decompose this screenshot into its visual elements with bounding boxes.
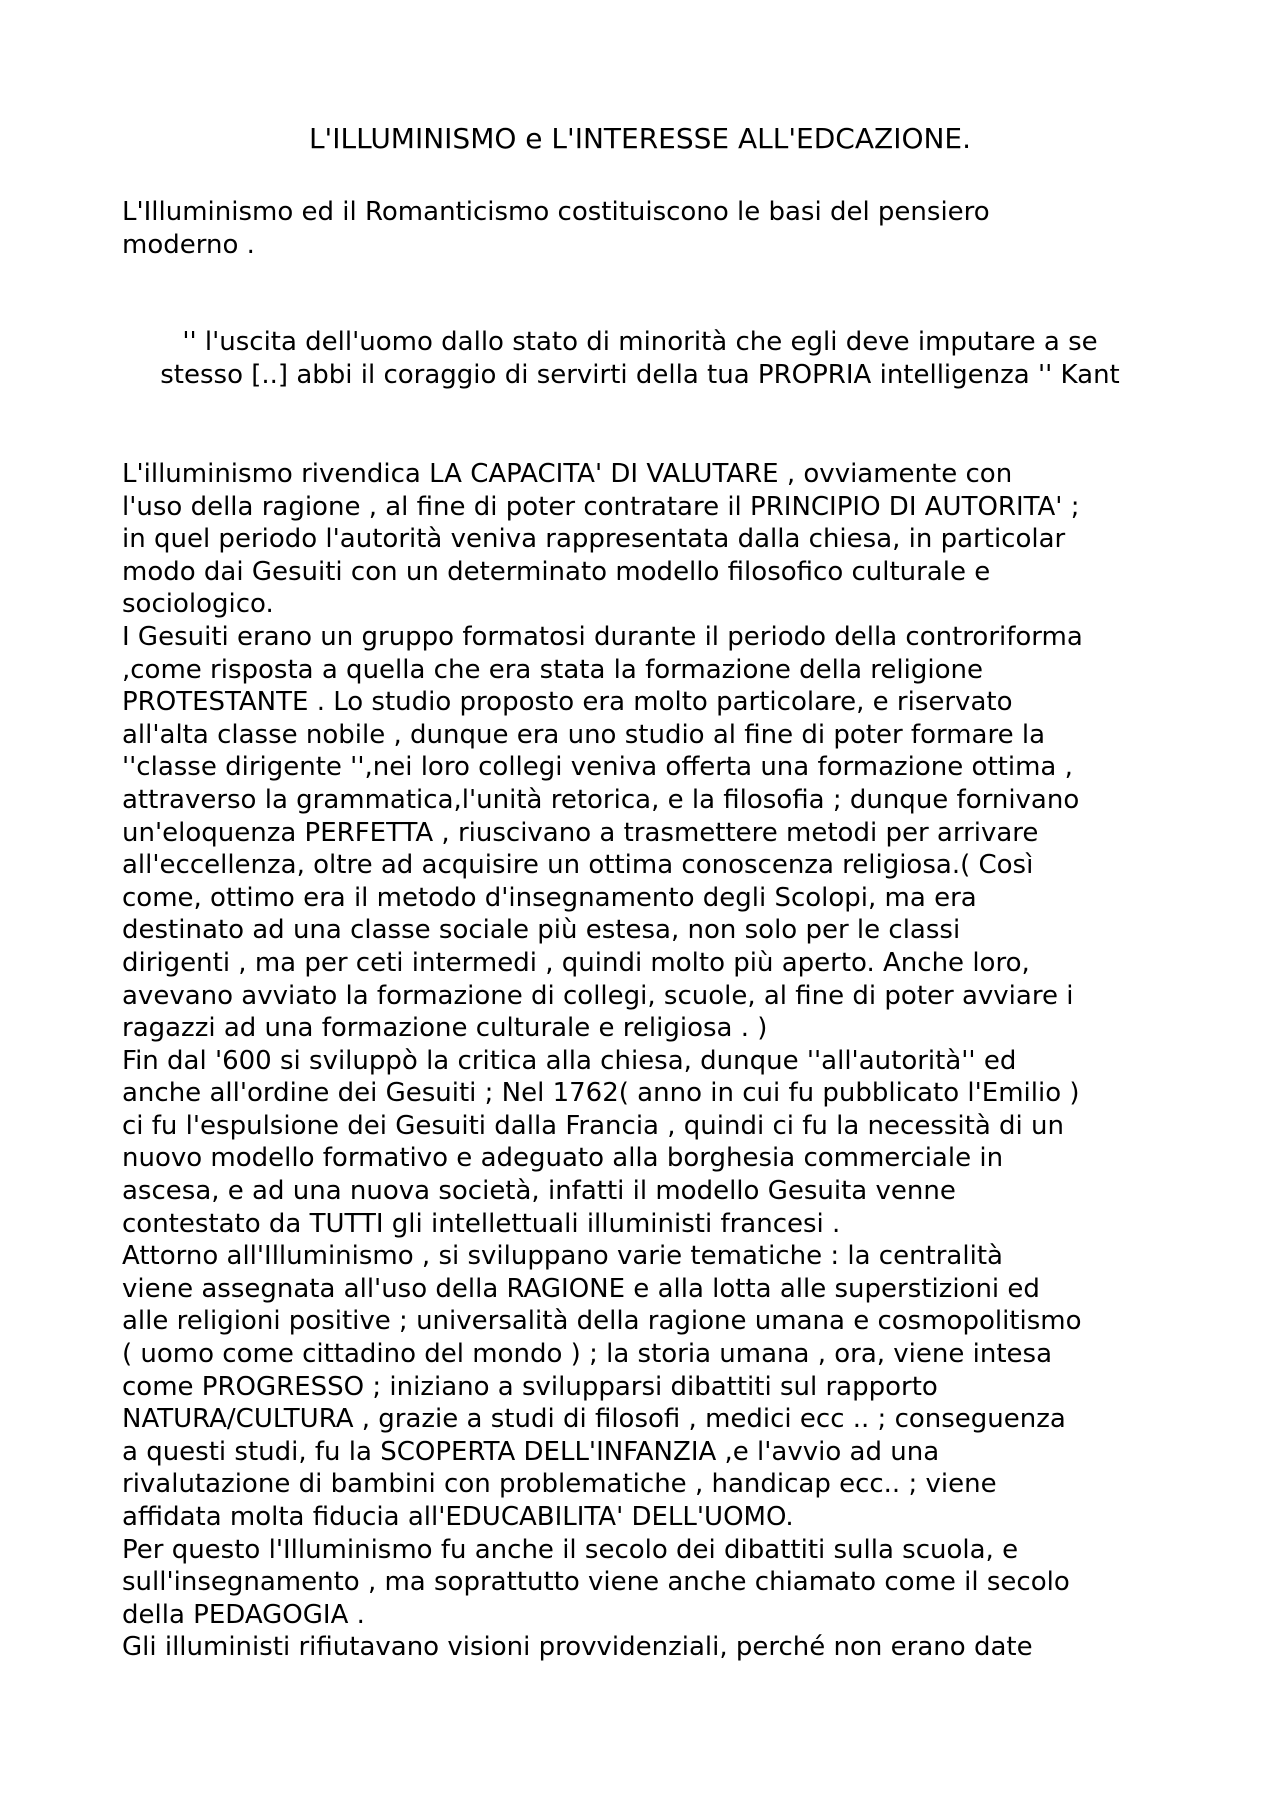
body-line: attraverso la grammatica,l'unità retorica, e la filosofia ; dunque fornivano	[122, 784, 1080, 815]
body-line: avevano avviato la formazione di collegi, scuole, al fine di poter avviare i	[122, 980, 1074, 1011]
body-line: L'illuminismo rivendica LA CAPACITA' DI VALUTARE , ovviamente con	[122, 459, 1013, 489]
body-line: ci fu l'espulsione dei Gesuiti dalla Francia , quindi ci fu la necessità di un	[122, 1110, 1064, 1141]
body-line: in quel periodo l'autorità veniva rappresentata dalla chiesa, in particolar	[122, 524, 1066, 555]
body-line: rivalutazione di bambini con problematiche , handicap ecc.. ; viene	[122, 1469, 997, 1500]
body-line: della PEDAGOGIA .	[122, 1599, 365, 1630]
body-line: a questi studi, fu la SCOPERTA DELL'INFANZIA ,e l'avvio ad una	[122, 1436, 940, 1467]
intro-paragraph	[122, 196, 1122, 262]
body-line: PROTESTANTE . Lo studio proposto era molto particolare, e riservato	[122, 687, 1013, 718]
body-line: ascesa, e ad una nuova società, infatti il modello Gesuita venne	[122, 1176, 956, 1207]
body-line: dirigenti , ma per ceti intermedi , quindi molto più aperto. Anche loro,	[122, 947, 1030, 978]
body-line: sull'insegnamento , ma soprattutto viene anche chiamato come il secolo	[122, 1567, 1070, 1598]
body-line: ''classe dirigente '',nei loro collegi veniva offerta una formazione ottima ,	[122, 752, 1073, 783]
body-line: anche all'ordine dei Gesuiti ; Nel 1762( anno in cui fu pubblicato l'Emilio )	[122, 1078, 1080, 1109]
body-line: NATURA/CULTURA , grazie a studi di filosofi , medici ecc .. ; conseguenza	[122, 1404, 1066, 1435]
body-line: come, ottimo era il metodo d'insegnamento degli Scolopi, ma era	[122, 882, 977, 913]
body-line: contestato da TUTTI gli intellettuali illuministi francesi .	[122, 1208, 841, 1239]
body-line: ( uomo come cittadino del mondo ) ; la storia umana , ora, viene intesa	[122, 1339, 1053, 1370]
body-line: nuovo modello formativo e adeguato alla borghesia commerciale in	[122, 1143, 1004, 1174]
body-line: Gli illuministi rifiutavano visioni provvidenziali, perché non erano date	[122, 1632, 1033, 1663]
body-line: destinato ad una classe sociale più estesa, non solo per le classi	[122, 915, 961, 946]
body-line: Fin dal '600 si sviluppò la critica alla chiesa, dunque ''all'autorità'' ed	[122, 1045, 1017, 1076]
body-line: ragazzi ad una formazione culturale e religiosa . )	[122, 1013, 768, 1044]
body-line: I Gesuiti erano un gruppo formatosi durante il periodo della controriforma	[122, 621, 1083, 652]
body-line: un'eloquenza PERFETTA , riuscivano a trasmettere metodi per arrivare	[122, 817, 1039, 848]
quote-line: stesso [..] abbi il coraggio di servirti della tua PROPRIA intelligenza '' Kant	[160, 360, 1120, 390]
kant-quote	[100, 326, 1180, 392]
body-line: all'alta classe nobile , dunque era uno studio al fine di poter formare la	[122, 719, 1046, 750]
body-line: all'eccellenza, oltre ad acquisire un ottima conoscenza religiosa.( Così	[122, 850, 1034, 881]
body-line: affidata molta fiducia all'EDUCABILITA' DELL'UOMO.	[122, 1502, 794, 1532]
body-line: sociologico.	[122, 589, 274, 620]
body-line: alle religioni positive ; universalità della ragione umana e cosmopolitismo	[122, 1306, 1082, 1337]
body-line: viene assegnata all'uso della RAGIONE e alla lotta alle superstizioni ed	[122, 1273, 1040, 1304]
body-line: ,come risposta a quella che era stata la formazione della religione	[122, 654, 983, 685]
body-line: l'uso della ragione , al fine di poter contratare il PRINCIPIO DI AUTORITA' ;	[122, 491, 1080, 522]
intro-line: L'Illuminismo ed il Romanticismo costituiscono le basi del pensiero	[122, 197, 990, 227]
quote-line: '' l'uscita dell'uomo dallo stato di minorità che egli deve imputare a se	[182, 327, 1098, 357]
body-line: Per questo l'Illuminismo fu anche il secolo dei dibattiti sulla scuola, e	[122, 1534, 1019, 1565]
body-line: modo dai Gesuiti con un determinato modello filosofico culturale e	[122, 556, 991, 587]
body-line: Attorno all'Illuminismo , si sviluppano varie tematiche : la centralità	[122, 1241, 1003, 1272]
document-title: L'ILLUMINISMO e L'INTERESSE ALL'EDCAZIONE.	[308, 122, 972, 155]
body-text	[122, 458, 1182, 1664]
body-line: come PROGRESSO ; iniziano a svilupparsi dibattiti sul rapporto	[122, 1371, 938, 1402]
intro-line: moderno .	[122, 230, 255, 260]
